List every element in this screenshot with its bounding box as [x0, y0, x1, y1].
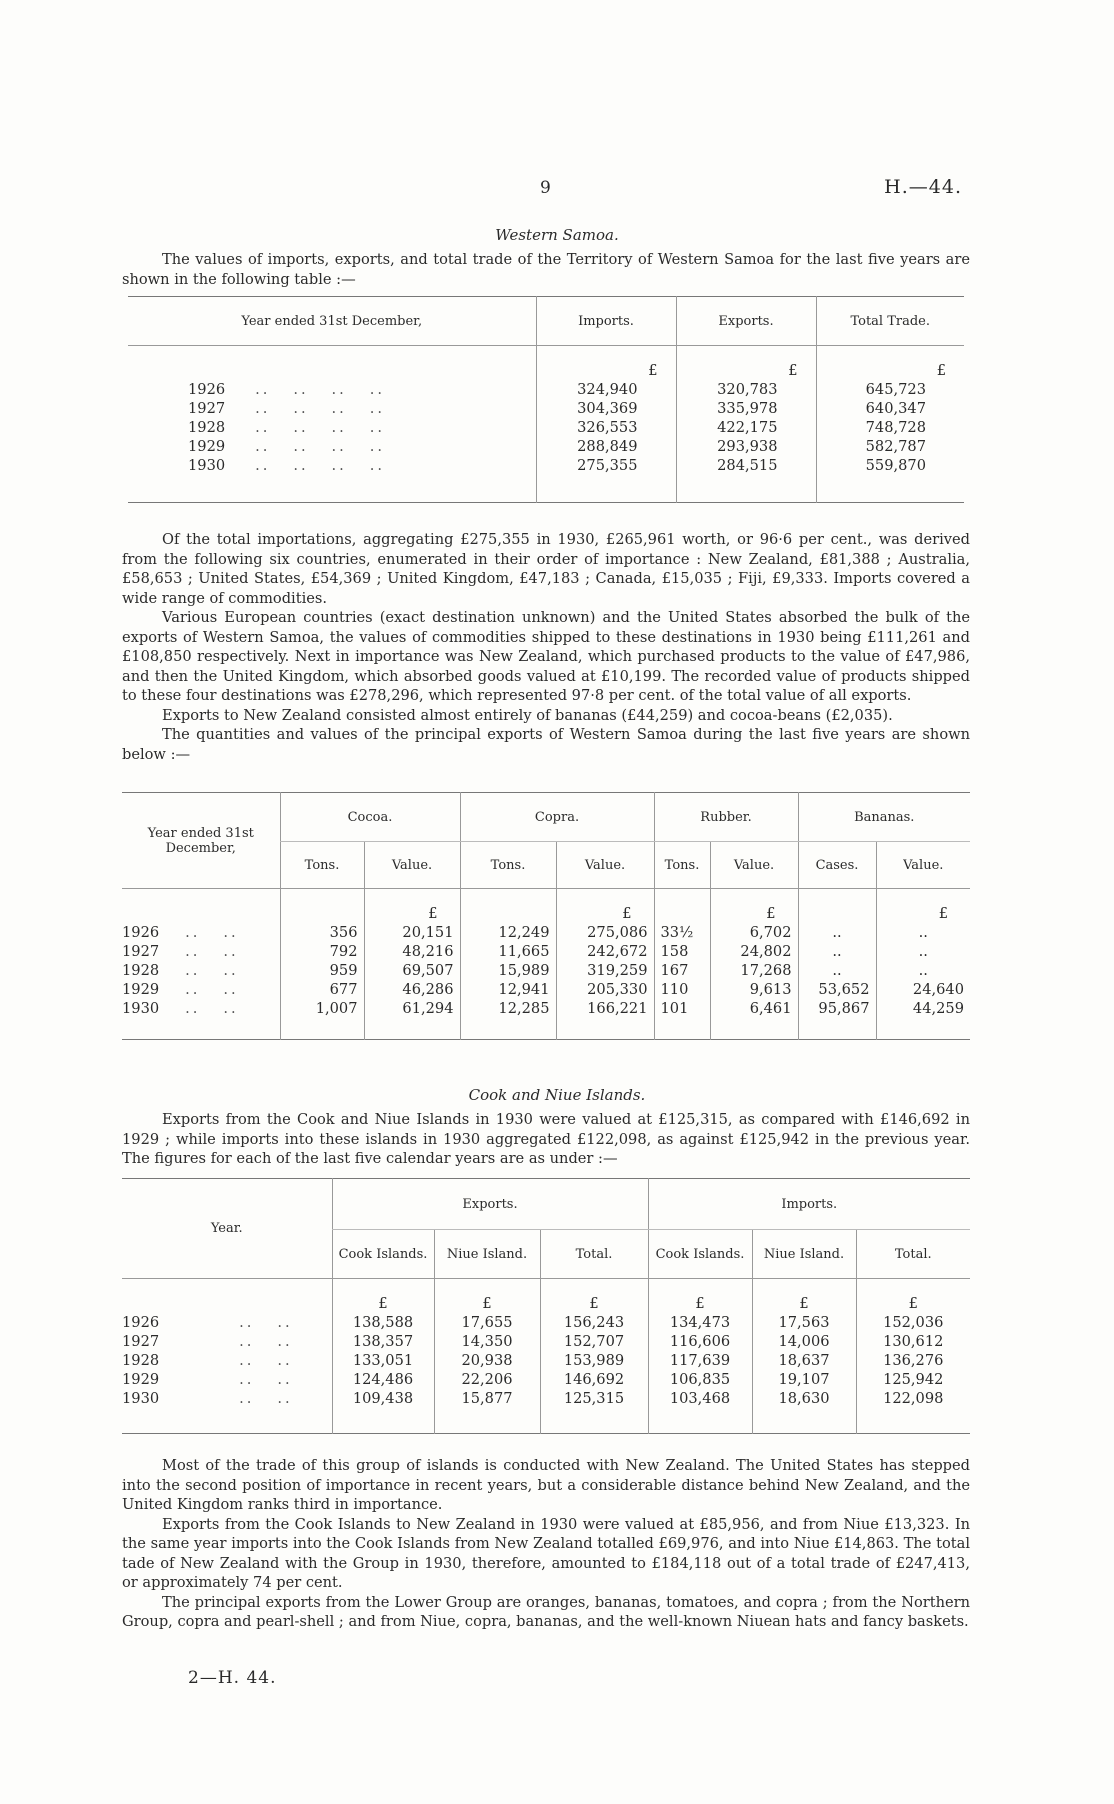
bananas-value-cell: .. [876, 942, 970, 961]
currency-symbol: £ [556, 889, 654, 923]
subheader: Tons. [460, 842, 556, 889]
rubber-tons-cell: 167 [654, 961, 710, 980]
imports-cook-cell: 134,473 [648, 1313, 752, 1332]
table-row: 1927 .. .. 138,357 14,350 152,707 116,606 14,006 130,612 [122, 1332, 970, 1351]
col-total-header: Total Trade. [816, 297, 964, 346]
exports-cell: 293,938 [676, 437, 816, 456]
year-cell: 1929 [122, 980, 160, 998]
col-year-header: Year ended 31st December, [241, 313, 423, 329]
year-cell: 1927 [122, 942, 160, 960]
cocoa-tons-cell: 356 [280, 923, 364, 942]
subheader: Value. [556, 842, 654, 889]
imports-cook-cell: 103,468 [648, 1389, 752, 1408]
subheader: Total. [540, 1230, 648, 1279]
imports-niue-cell: 14,006 [752, 1332, 856, 1351]
exports-niue-cell: 22,206 [434, 1370, 540, 1389]
western-samoa-trade-table [128, 296, 964, 503]
rubber-tons-cell: 110 [654, 980, 710, 999]
year-cell: 1927 [122, 1332, 160, 1350]
total-cell: 559,870 [816, 456, 964, 475]
rubber-value-cell: 9,613 [710, 980, 798, 999]
bananas-cases-cell: .. [798, 942, 876, 961]
exports-total-cell: 153,989 [540, 1351, 648, 1370]
currency-symbol: £ [332, 1279, 434, 1313]
copra-tons-cell: 12,941 [460, 980, 556, 999]
year-cell: 1926 [188, 380, 226, 398]
currency-symbol: £ [856, 1279, 970, 1313]
bananas-value-cell: .. [876, 923, 970, 942]
total-cell: 640,347 [816, 399, 964, 418]
bananas-value-cell: .. [876, 961, 970, 980]
exports-niue-cell: 15,877 [434, 1389, 540, 1408]
table-row: 1927 .. .. .. .. 304,369 335,978 640,347 [128, 399, 964, 418]
group-header-exports: Exports. [332, 1179, 648, 1230]
col-imports-header: Imports. [536, 297, 676, 346]
rubber-value-cell: 6,702 [710, 923, 798, 942]
rubber-tons-cell: 158 [654, 942, 710, 961]
group-header-imports: Imports. [648, 1179, 970, 1230]
bananas-cases-cell: 95,867 [798, 999, 876, 1018]
paragraph: The quantities and values of the principal exports of Western Samoa during the last five years are shown below :— [122, 726, 970, 763]
exports-niue-cell: 14,350 [434, 1332, 540, 1351]
col-year-header: Year ended 31st December, [122, 793, 280, 889]
signature-mark: 2—H. 44. [188, 1668, 277, 1688]
subheader: Tons. [280, 842, 364, 889]
exports-cook-cell: 124,486 [332, 1370, 434, 1389]
total-cell: 645,723 [816, 380, 964, 399]
exports-total-cell: 156,243 [540, 1313, 648, 1332]
copra-value-cell: 319,259 [556, 961, 654, 980]
bananas-cases-cell: .. [798, 961, 876, 980]
copra-tons-cell: 12,285 [460, 999, 556, 1018]
imports-cook-cell: 116,606 [648, 1332, 752, 1351]
total-cell: 582,787 [816, 437, 964, 456]
currency-symbol: £ [816, 346, 964, 380]
cocoa-value-cell: 48,216 [364, 942, 460, 961]
subheader: Total. [856, 1230, 970, 1279]
rubber-tons-cell: 33½ [654, 923, 710, 942]
bananas-value-cell: 44,259 [876, 999, 970, 1018]
currency-symbol: £ [676, 346, 816, 380]
imports-cell: 304,369 [536, 399, 676, 418]
subheader: Value. [364, 842, 460, 889]
year-cell: 1928 [188, 418, 226, 436]
exports-cook-cell: 138,588 [332, 1313, 434, 1332]
paragraph: The principal exports from the Lower Group are oranges, bananas, tomatoes, and copra ; from the Northern Group, copra and pearl-shell ; and from Niue, copra, bananas, and the well-known Niuean hats and fancy baskets. [122, 1593, 970, 1630]
copra-value-cell: 242,672 [556, 942, 654, 961]
year-cell: 1926 [122, 1313, 160, 1331]
table-row: 1926 .. .. 138,588 17,655 156,243 134,473 17,563 152,036 [122, 1313, 970, 1332]
year-cell: 1929 [122, 1370, 160, 1388]
rubber-value-cell: 17,268 [710, 961, 798, 980]
col-exports-header: Exports. [676, 297, 816, 346]
year-cell: 1930 [122, 1389, 160, 1407]
currency-symbol: £ [536, 346, 676, 380]
cocoa-tons-cell: 792 [280, 942, 364, 961]
currency-symbol: £ [876, 889, 970, 923]
document-reference: H.—44. [884, 176, 962, 198]
page-number: 9 [540, 178, 551, 198]
copra-tons-cell: 12,249 [460, 923, 556, 942]
subheader: Cook Islands. [648, 1230, 752, 1279]
year-cell: 1928 [122, 961, 160, 979]
cocoa-tons-cell: 677 [280, 980, 364, 999]
cocoa-tons-cell: 959 [280, 961, 364, 980]
cook-niue-intro: Exports from the Cook and Niue Islands in 1930 were valued at £125,315, as compared with £146,692 in 1929 ; while imports into these islands in 1930 aggregated £122,098, as against £125,942 in the previous year. The figures for each of the last five calendar years are as under :— [122, 1111, 970, 1167]
table-row: 1926 .. .. 356 20,151 12,249 275,086 33½ 6,702 .. .. [122, 923, 970, 942]
bananas-value-cell: 24,640 [876, 980, 970, 999]
year-cell: 1928 [122, 1351, 160, 1369]
imports-total-cell: 136,276 [856, 1351, 970, 1370]
western-samoa-heading: Western Samoa. [495, 226, 619, 244]
copra-value-cell: 275,086 [556, 923, 654, 942]
imports-cell: 275,355 [536, 456, 676, 475]
rubber-tons-cell: 101 [654, 999, 710, 1018]
imports-total-cell: 152,036 [856, 1313, 970, 1332]
paragraph: Exports from the Cook Islands to New Zealand in 1930 were valued at £85,956, and from Niue £13,323. In the same year imports into the Cook Islands from New Zealand totalled £69,976, and into Niue £14,863. The total tade of New Zealand with the Group in 1930, therefore, amounted to £184,118 out of a total trade of £247,413, or approximately 74 per cent. [122, 1515, 970, 1591]
rubber-value-cell: 6,461 [710, 999, 798, 1018]
imports-cook-cell: 117,639 [648, 1351, 752, 1370]
paragraph: Various European countries (exact destination unknown) and the United States absorbed the bulk of the exports of Western Samoa, the values of commodities shipped to these destinations in 1930 being £111,261 and £108,850 respectively. Next in importance was New Zealand, which purchased products to the value of £47,986, and then the United Kingdom, which absorbed goods valued at £10,199. The recorded value of products shipped to these four destinations was £278,296, which represented 97·8 per cent. of the total value of all exports. [122, 609, 970, 704]
paragraph: Exports to New Zealand consisted almost entirely of bananas (£44,259) and cocoa-beans (£2,035). [162, 706, 893, 724]
currency-symbol: £ [434, 1279, 540, 1313]
table-row: 1929 .. .. 677 46,286 12,941 205,330 110 9,613 53,652 24,640 [122, 980, 970, 999]
year-cell: 1930 [122, 999, 160, 1017]
exports-total-cell: 146,692 [540, 1370, 648, 1389]
currency-symbol: £ [364, 889, 460, 923]
cook-niue-trade-table [122, 1178, 970, 1434]
exports-cell: 335,978 [676, 399, 816, 418]
currency-symbol: £ [648, 1279, 752, 1313]
paragraph: Of the total importations, aggregating £275,355 in 1930, £265,961 worth, or 96·6 per cent., was derived from the following six countries, enumerated in their order of importance : New Zealand, £81,388 ; Australia, £58,653 ; United States, £54,369 ; United Kingdom, £47,183 ; Canada, £15,035 ; Fiji, £9,333. Imports covered a wide range of commodities. [122, 531, 970, 607]
table-row: 1928 .. .. 959 69,507 15,989 319,259 167 17,268 .. .. [122, 961, 970, 980]
table-row: 1930 .. .. 109,438 15,877 125,315 103,468 18,630 122,098 [122, 1389, 970, 1408]
col-year-header: Year. [122, 1179, 332, 1279]
imports-total-cell: 125,942 [856, 1370, 970, 1389]
imports-total-cell: 122,098 [856, 1389, 970, 1408]
year-cell: 1926 [122, 923, 160, 941]
table-row: 1929 .. .. .. .. 288,849 293,938 582,787 [128, 437, 964, 456]
imports-cell: 326,553 [536, 418, 676, 437]
exports-cook-cell: 138,357 [332, 1332, 434, 1351]
cocoa-value-cell: 46,286 [364, 980, 460, 999]
exports-total-cell: 152,707 [540, 1332, 648, 1351]
exports-cell: 284,515 [676, 456, 816, 475]
cocoa-tons-cell: 1,007 [280, 999, 364, 1018]
table-row: 1927 .. .. 792 48,216 11,665 242,672 158 24,802 .. .. [122, 942, 970, 961]
imports-niue-cell: 19,107 [752, 1370, 856, 1389]
exports-cell: 422,175 [676, 418, 816, 437]
year-cell: 1927 [188, 399, 226, 417]
imports-total-cell: 130,612 [856, 1332, 970, 1351]
copra-value-cell: 166,221 [556, 999, 654, 1018]
imports-niue-cell: 18,630 [752, 1389, 856, 1408]
subheader: Cases. [798, 842, 876, 889]
group-header-cocoa: Cocoa. [280, 793, 460, 842]
table-row: 1930 .. .. .. .. 275,355 284,515 559,870 [128, 456, 964, 475]
group-header-bananas: Bananas. [798, 793, 970, 842]
subheader: Tons. [654, 842, 710, 889]
subheader: Niue Island. [434, 1230, 540, 1279]
rubber-value-cell: 24,802 [710, 942, 798, 961]
group-header-rubber: Rubber. [654, 793, 798, 842]
cook-niue-body [122, 1456, 970, 1632]
exports-niue-cell: 20,938 [434, 1351, 540, 1370]
exports-cook-cell: 133,051 [332, 1351, 434, 1370]
exports-cook-cell: 109,438 [332, 1389, 434, 1408]
copra-value-cell: 205,330 [556, 980, 654, 999]
copra-tons-cell: 15,989 [460, 961, 556, 980]
imports-niue-cell: 17,563 [752, 1313, 856, 1332]
cocoa-value-cell: 20,151 [364, 923, 460, 942]
subheader: Cook Islands. [332, 1230, 434, 1279]
year-cell: 1930 [188, 456, 226, 474]
subheader: Value. [710, 842, 798, 889]
bananas-cases-cell: 53,652 [798, 980, 876, 999]
exports-total-cell: 125,315 [540, 1389, 648, 1408]
cocoa-value-cell: 69,507 [364, 961, 460, 980]
group-header-copra: Copra. [460, 793, 654, 842]
table-row: 1929 .. .. 124,486 22,206 146,692 106,835 19,107 125,942 [122, 1370, 970, 1389]
imports-cook-cell: 106,835 [648, 1370, 752, 1389]
table-row: 1930 .. .. 1,007 61,294 12,285 166,221 101 6,461 95,867 44,259 [122, 999, 970, 1018]
currency-symbol: £ [752, 1279, 856, 1313]
imports-cell: 324,940 [536, 380, 676, 399]
paragraph: Most of the trade of this group of islands is conducted with New Zealand. The United States has stepped into the second position of importance in recent years, but a considerable distance behind New Zealand, and the United Kingdom ranks third in importance. [122, 1457, 970, 1513]
currency-symbol: £ [710, 889, 798, 923]
currency-symbol: £ [540, 1279, 648, 1313]
exports-cell: 320,783 [676, 380, 816, 399]
table-row: 1926 .. .. .. .. 324,940 320,783 645,723 [128, 380, 964, 399]
total-cell: 748,728 [816, 418, 964, 437]
cocoa-value-cell: 61,294 [364, 999, 460, 1018]
bananas-cases-cell: .. [798, 923, 876, 942]
imports-niue-cell: 18,637 [752, 1351, 856, 1370]
imports-cell: 288,849 [536, 437, 676, 456]
subheader: Value. [876, 842, 970, 889]
table-row: 1928 .. .. 133,051 20,938 153,989 117,639 18,637 136,276 [122, 1351, 970, 1370]
subheader: Niue Island. [752, 1230, 856, 1279]
cook-niue-heading: Cook and Niue Islands. [468, 1086, 646, 1104]
western-samoa-intro: The values of imports, exports, and total trade of the Territory of Western Samoa for the last five years are shown in the following table :— [122, 251, 970, 288]
western-samoa-exports-table [122, 792, 970, 1040]
table-row: 1928 .. .. .. .. 326,553 422,175 748,728 [128, 418, 964, 437]
exports-niue-cell: 17,655 [434, 1313, 540, 1332]
copra-tons-cell: 11,665 [460, 942, 556, 961]
western-samoa-body [122, 530, 970, 764]
year-cell: 1929 [188, 437, 226, 455]
